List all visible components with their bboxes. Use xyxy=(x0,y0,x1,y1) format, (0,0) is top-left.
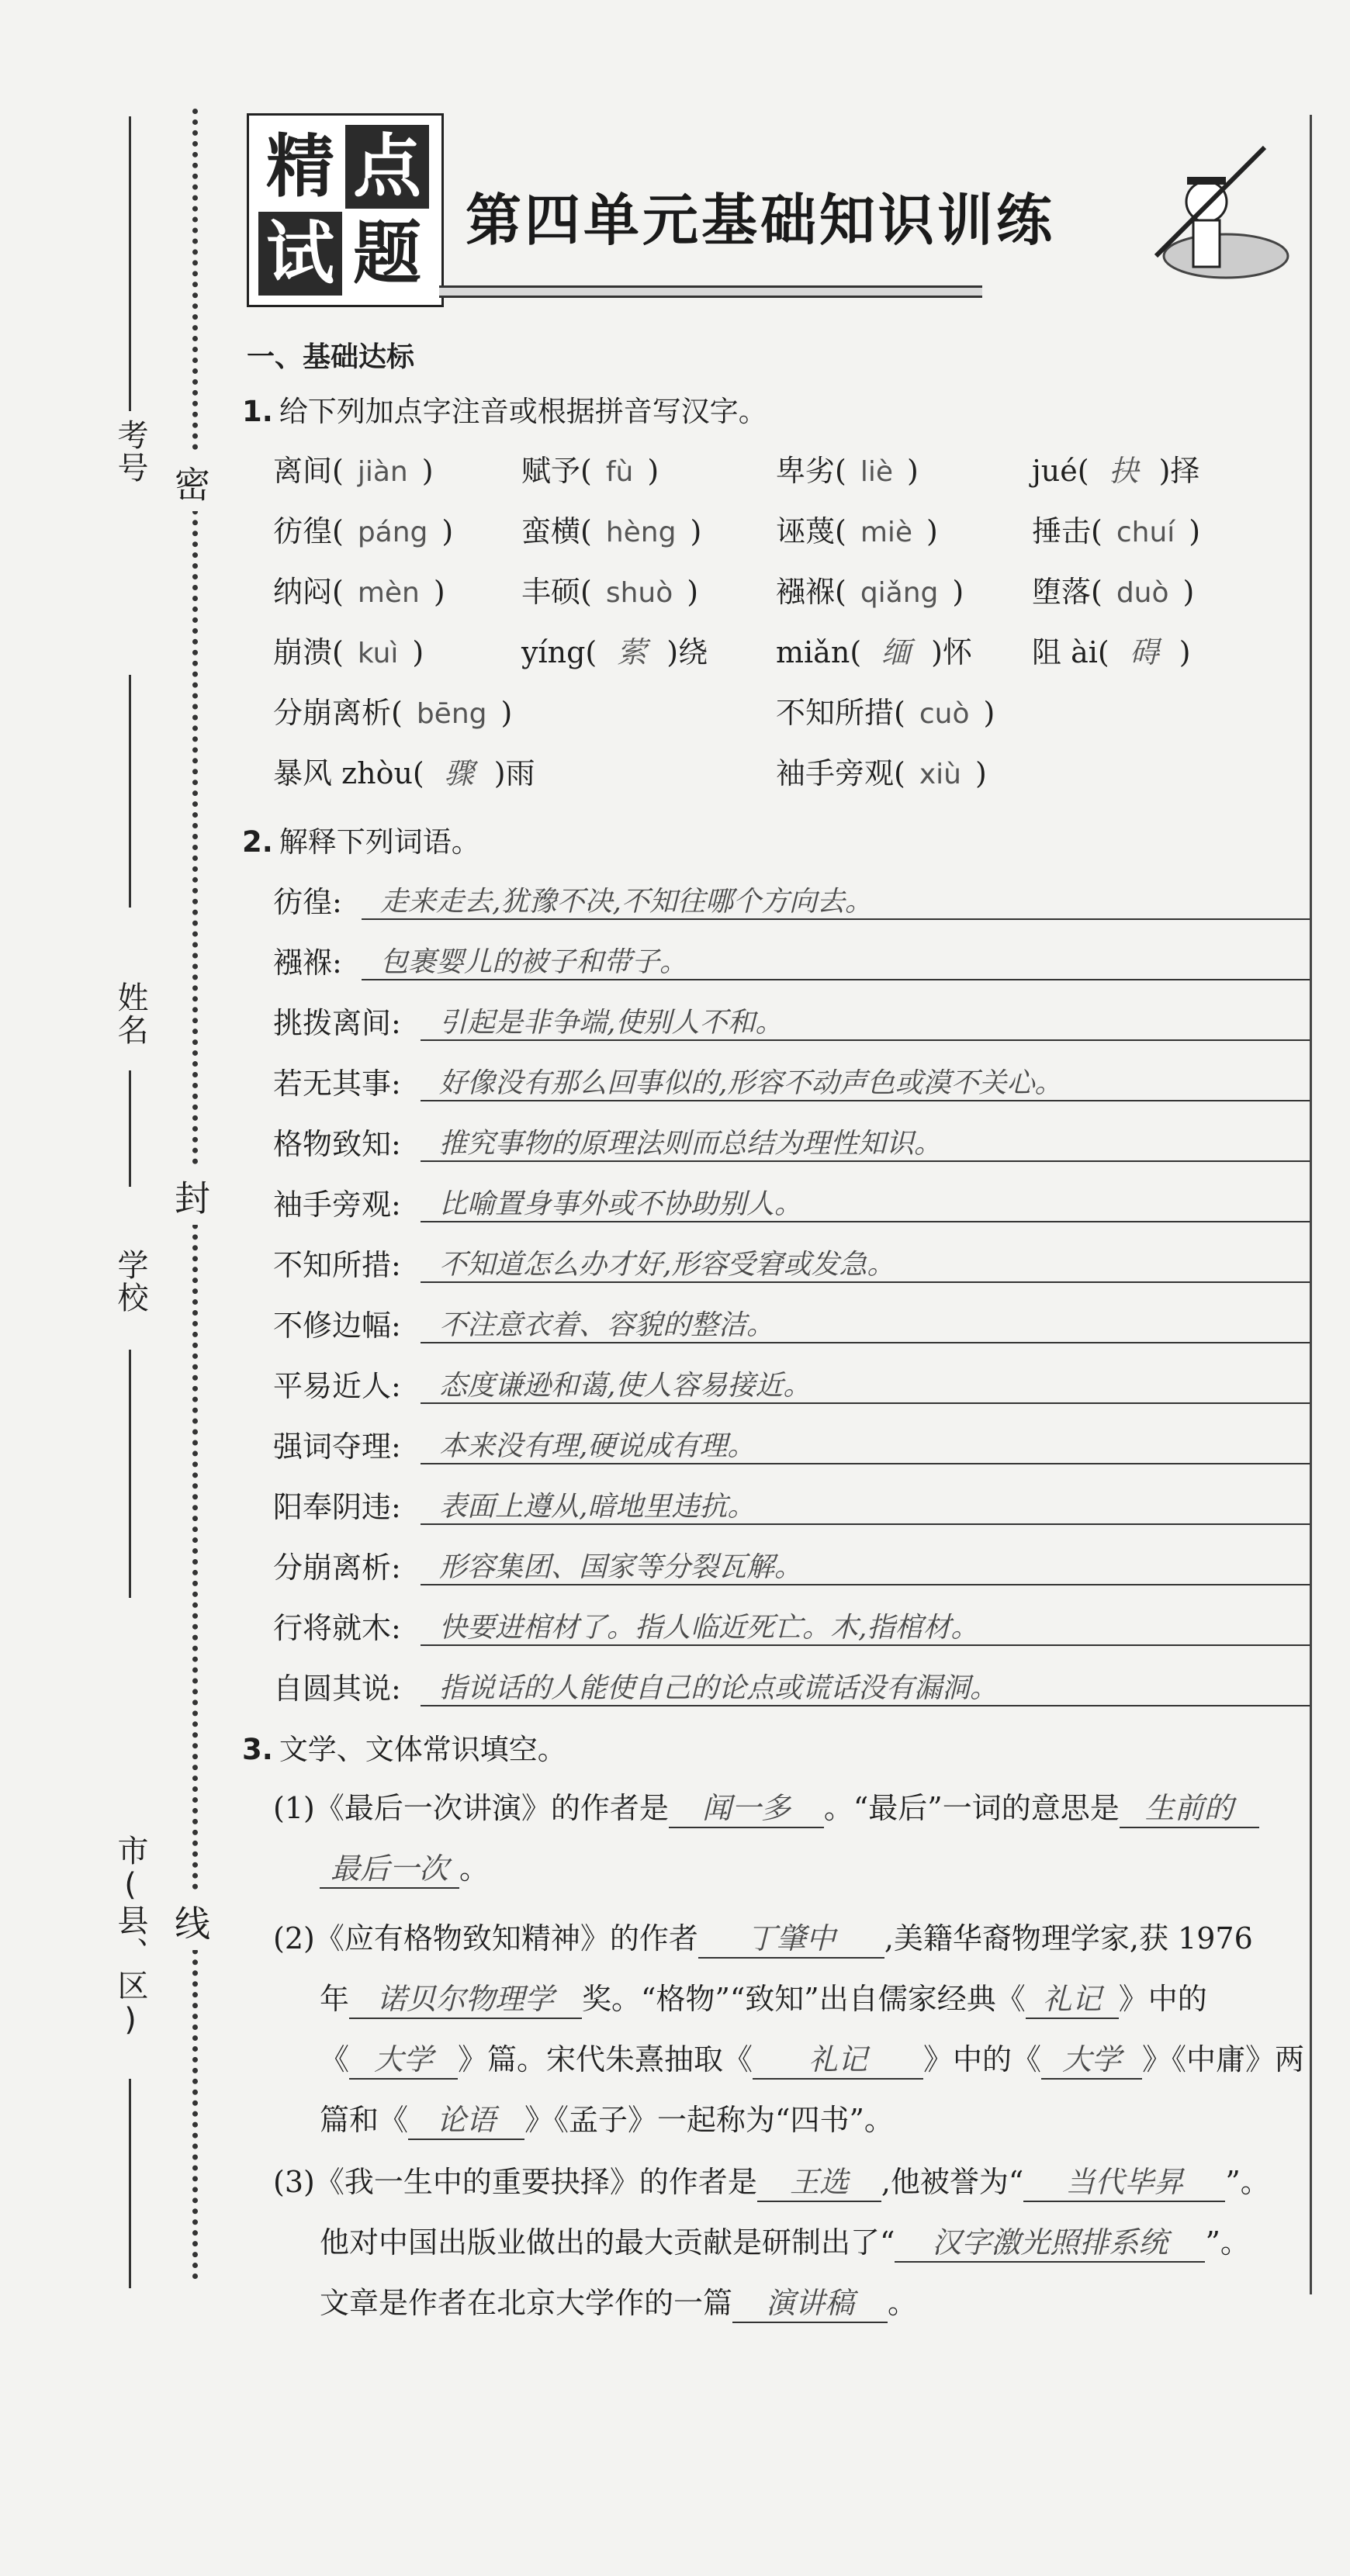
q3-text: 》中的 xyxy=(1118,1982,1207,2016)
q1-item-close: ) xyxy=(647,454,659,488)
q1-item-text: 彷徨( xyxy=(273,514,344,548)
school-label: 学校 xyxy=(112,1249,148,1314)
q1-prompt xyxy=(242,388,767,430)
q3-text: ”。 xyxy=(1225,2165,1270,2199)
q1-item-close: ) xyxy=(983,696,995,730)
q1-item-close: ) xyxy=(926,514,938,548)
q1-item xyxy=(1032,628,1191,671)
q2-term: 平易近人: xyxy=(273,1369,401,1403)
badge-logo xyxy=(247,113,444,307)
q1-item-answer: mèn xyxy=(357,577,420,609)
q1-item-text: 卑劣( xyxy=(776,454,846,488)
q3-answer-blank: 丁肇中 xyxy=(698,1914,884,1959)
q3-answer-blank: 诺贝尔物理学 xyxy=(349,1975,582,2019)
q1-item-answer: 骤 xyxy=(444,756,474,790)
q1-item xyxy=(273,507,453,550)
q3-text: 。“最后”一词的意思是 xyxy=(823,1791,1120,1825)
q3-text: (1)《最后一次讲演》的作者是 xyxy=(273,1791,669,1825)
q3-text: (3)《我一生中的重要抉择》的作者是 xyxy=(273,2165,757,2199)
q1-item xyxy=(1032,507,1200,550)
q3-p1-line1 xyxy=(273,1784,1259,1828)
q3-answer-blank: 当代毕昇 xyxy=(1023,2158,1225,2202)
q2-term: 彷徨: xyxy=(273,885,342,919)
q2-definition: 推究事物的原理法则而总结为理性知识。 xyxy=(439,1128,943,1160)
q1-item-text: 襁褓( xyxy=(776,575,846,609)
margin-rule-5 xyxy=(129,2079,131,2288)
q1-item-close: ) xyxy=(421,454,434,488)
q2-term: 行将就木: xyxy=(273,1611,401,1645)
margin-rule-top xyxy=(129,116,131,411)
q2-term: 自圆其说: xyxy=(273,1672,401,1706)
q1-item-text: 崩溃( xyxy=(273,635,344,669)
q1-item xyxy=(1032,568,1194,610)
q1-item xyxy=(776,507,938,550)
q2-term: 若无其事: xyxy=(273,1067,401,1101)
q3-prompt-text: 文学、文体常识填空。 xyxy=(279,1733,566,1766)
q1-item-text: 阻 ài( xyxy=(1032,635,1109,669)
q1-item-answer: kuì xyxy=(357,638,399,669)
q3-text: (2)《应有格物致知精神》的作者 xyxy=(273,1921,698,1955)
q3-answer-blank: 礼记 xyxy=(753,2035,923,2080)
exam-no-label: 考号 xyxy=(112,419,148,484)
scholar-illustration-icon xyxy=(1109,140,1296,310)
right-margin-rule xyxy=(1310,115,1312,2294)
q1-item xyxy=(521,447,659,489)
q2-term: 不修边幅: xyxy=(273,1309,401,1343)
q1-item-text: 暴风 zhòu( xyxy=(273,756,424,790)
q3-answer-blank: 闻一多 xyxy=(669,1784,824,1828)
q1-item-close: ) xyxy=(1179,635,1191,669)
q1-item-close: ) xyxy=(952,575,964,609)
q1-item-text: 不知所措( xyxy=(776,696,905,730)
q3-text: 篇和《 xyxy=(320,2103,409,2137)
q3-p2-line1 xyxy=(273,1914,1253,1959)
q1-item-answer: liè xyxy=(860,456,893,488)
q3-text: 》《中庸》两 xyxy=(1142,2042,1305,2076)
q3-prompt xyxy=(242,1726,566,1768)
q2-prompt-text: 解释下列词语。 xyxy=(279,825,480,859)
page-title: 第四单元基础知识训练 xyxy=(466,188,1056,253)
q3-answer-blank: 汉字激光照排系统 xyxy=(895,2218,1205,2263)
q1-item-answer: cuò xyxy=(919,698,970,730)
q1-item xyxy=(776,447,919,489)
q2-definition: 引起是非争端,使别人不和。 xyxy=(439,1007,784,1039)
q1-item-close: ) xyxy=(690,514,702,548)
q2-definition: 指说话的人能使自己的论点或谎话没有漏洞。 xyxy=(439,1672,999,1704)
q2-term: 格物致知: xyxy=(273,1127,401,1161)
city-label: 市(县、区) xyxy=(112,1834,148,2039)
name-label: 姓名 xyxy=(112,981,148,1046)
q3-answer-blank: 生前的 xyxy=(1120,1784,1259,1828)
q3-answer-blank: 大学 xyxy=(349,2035,458,2080)
q2-term: 分崩离析: xyxy=(273,1551,401,1585)
margin-rule-3 xyxy=(129,1070,131,1187)
q1-item-close: )绕 xyxy=(666,635,708,669)
q1-item-text: 离间( xyxy=(273,454,344,488)
q2-definition: 快要进棺材了。指人临近死亡。木,指棺材。 xyxy=(439,1612,979,1644)
q1-item xyxy=(776,568,964,610)
q1-item-text: 诬蔑( xyxy=(776,514,846,548)
q1-item-answer: 缅 xyxy=(881,635,912,669)
q1-item-answer: hèng xyxy=(605,517,677,548)
q1-item-close: ) xyxy=(500,696,513,730)
q3-p1-line2 xyxy=(320,1845,489,1889)
q1-item-text: 蛮横( xyxy=(521,514,592,548)
q1-item-answer: qiǎng xyxy=(860,577,939,609)
q3-p3-line3 xyxy=(320,2279,917,2323)
q1-item xyxy=(273,447,434,489)
q1-item-close: ) xyxy=(687,575,699,609)
q2-term: 阳奉阴违: xyxy=(273,1490,401,1524)
q3-text: 》中的《 xyxy=(923,2042,1042,2076)
q3-text: 》篇。宋代朱熹抽取《 xyxy=(458,2042,753,2076)
q1-item-text: 袖手旁观( xyxy=(776,756,905,790)
badge-char-shi: 试 xyxy=(258,212,342,296)
q1-item-text: yíng( xyxy=(521,635,597,669)
q3-p2-line2 xyxy=(320,1975,1207,2019)
q1-item-text: 赋予( xyxy=(521,454,592,488)
q3-p2-line3 xyxy=(320,2035,1304,2080)
badge-char-jing: 精 xyxy=(258,125,342,209)
q1-item-text: 堕落( xyxy=(1032,575,1102,609)
q2-definition: 不注意衣着、容貌的整洁。 xyxy=(439,1309,775,1341)
q1-item-close: ) xyxy=(906,454,919,488)
q1-number: 1. xyxy=(242,395,273,428)
seal-char-xian: 线 xyxy=(175,1893,210,1950)
badge-char-dian: 点 xyxy=(345,125,429,209)
q2-definition: 好像没有那么回事似的,形容不动声色或漠不关心。 xyxy=(439,1067,1063,1099)
q3-text: 。 xyxy=(459,1852,490,1886)
seal-char-mi: 密 xyxy=(175,454,210,511)
q1-item xyxy=(776,689,995,731)
q3-text: ,美籍华裔物理学家,获 1976 xyxy=(884,1921,1253,1955)
q2-definition: 走来走去,犹豫不决,不知往哪个方向去。 xyxy=(380,886,873,918)
q1-item xyxy=(273,628,424,671)
badge-char-ti: 题 xyxy=(345,212,429,296)
q1-item-answer: páng xyxy=(357,517,428,548)
q1-item-text: 分崩离析( xyxy=(273,696,403,730)
q2-definition: 形容集团、国家等分裂瓦解。 xyxy=(439,1551,803,1583)
q3-text: 。 xyxy=(888,2286,918,2320)
q1-item-close: )雨 xyxy=(493,756,535,790)
q1-item-text: miǎn( xyxy=(776,635,862,669)
q2-term: 挑拨离间: xyxy=(273,1006,401,1040)
q1-item-answer: 萦 xyxy=(617,635,647,669)
q1-item-close: ) xyxy=(412,635,424,669)
q3-text: ,他被誉为“ xyxy=(881,2165,1024,2199)
q3-text: 《 xyxy=(320,2042,350,2076)
q1-item-text: 纳闷( xyxy=(273,575,344,609)
q1-item-answer: 碍 xyxy=(1129,635,1159,669)
q3-text: 奖。“格物”“致知”出自儒家经典《 xyxy=(582,1982,1026,2016)
q3-p3-line1 xyxy=(273,2158,1270,2202)
q1-item xyxy=(521,628,708,671)
q1-item xyxy=(273,689,512,731)
q1-item-text: 捶击( xyxy=(1032,514,1102,548)
q1-item-answer: chuí xyxy=(1116,517,1175,548)
q3-answer-blank: 王选 xyxy=(757,2158,881,2202)
q1-item-answer: 抉 xyxy=(1109,454,1139,488)
q3-text: 文章是作者在北京大学作的一篇 xyxy=(320,2286,733,2320)
q1-item-answer: xiù xyxy=(919,759,961,790)
q3-text: 年 xyxy=(320,1982,350,2016)
q1-item-close: ) xyxy=(1189,514,1201,548)
margin-rule-2 xyxy=(129,675,131,908)
q3-answer-blank: 最后一次 xyxy=(320,1845,459,1889)
q1-item-answer: jiàn xyxy=(357,456,408,488)
q2-definition: 态度谦逊和蔼,使人容易接近。 xyxy=(439,1370,812,1402)
q3-p2-line4 xyxy=(320,2096,894,2140)
q2-definition: 比喻置身事外或不协助别人。 xyxy=(439,1188,803,1220)
q2-prompt xyxy=(242,818,480,860)
margin-rule-4 xyxy=(129,1350,131,1598)
q3-answer-blank: 大学 xyxy=(1041,2035,1142,2080)
q3-text: 》《孟子》一起称为“四书”。 xyxy=(524,2103,894,2137)
section-title-basic: 一、基础达标 xyxy=(247,341,415,373)
q1-item-close: ) xyxy=(974,756,987,790)
q1-item xyxy=(776,749,987,792)
q3-number: 3. xyxy=(242,1733,273,1766)
q3-answer-blank: 礼记 xyxy=(1026,1975,1119,2019)
q2-definition: 包裹婴儿的被子和带子。 xyxy=(380,946,688,978)
q1-item-answer: shuò xyxy=(605,577,673,609)
q1-item-close: ) xyxy=(433,575,445,609)
q2-term: 襁褓: xyxy=(273,946,342,980)
q1-prompt-text: 给下列加点字注音或根据拼音写汉字。 xyxy=(279,395,767,428)
q1-item-answer: fù xyxy=(605,456,634,488)
q1-item xyxy=(1032,447,1199,489)
q2-number: 2. xyxy=(242,825,273,859)
q1-item xyxy=(776,628,972,671)
q1-item-close: )怀 xyxy=(931,635,972,669)
q1-item-answer: bēng xyxy=(416,698,487,730)
q1-item xyxy=(521,507,701,550)
q2-term: 不知所措: xyxy=(273,1248,401,1282)
q1-item-answer: duò xyxy=(1116,577,1169,609)
q3-answer-blank: 演讲稿 xyxy=(732,2279,888,2323)
q2-definition: 本来没有理,硬说成有理。 xyxy=(439,1430,756,1462)
q1-item xyxy=(273,749,535,792)
q1-item-text: jué( xyxy=(1032,454,1089,488)
q2-definition: 表面上遵从,暗地里违抗。 xyxy=(439,1491,756,1523)
q1-item xyxy=(273,568,445,610)
q3-answer-blank: 论语 xyxy=(408,2096,524,2140)
seal-char-feng: 封 xyxy=(175,1167,210,1225)
q1-item xyxy=(521,568,698,610)
q2-term: 强词夺理: xyxy=(273,1430,401,1464)
q1-item-close: ) xyxy=(1182,575,1195,609)
q1-item-close: ) xyxy=(441,514,454,548)
q3-text: 他对中国出版业做出的最大贡献是研制出了“ xyxy=(320,2225,895,2260)
q1-item-answer: miè xyxy=(860,517,913,548)
q2-term: 袖手旁观: xyxy=(273,1188,401,1222)
q1-item-text: 丰硕( xyxy=(521,575,592,609)
q2-definition: 不知道怎么办才好,形容受窘或发急。 xyxy=(439,1249,895,1281)
title-scroll-decoration xyxy=(439,285,982,298)
q3-text: ”。 xyxy=(1205,2225,1250,2260)
q3-p3-line2 xyxy=(320,2218,1250,2263)
q1-item-close: )择 xyxy=(1158,454,1200,488)
